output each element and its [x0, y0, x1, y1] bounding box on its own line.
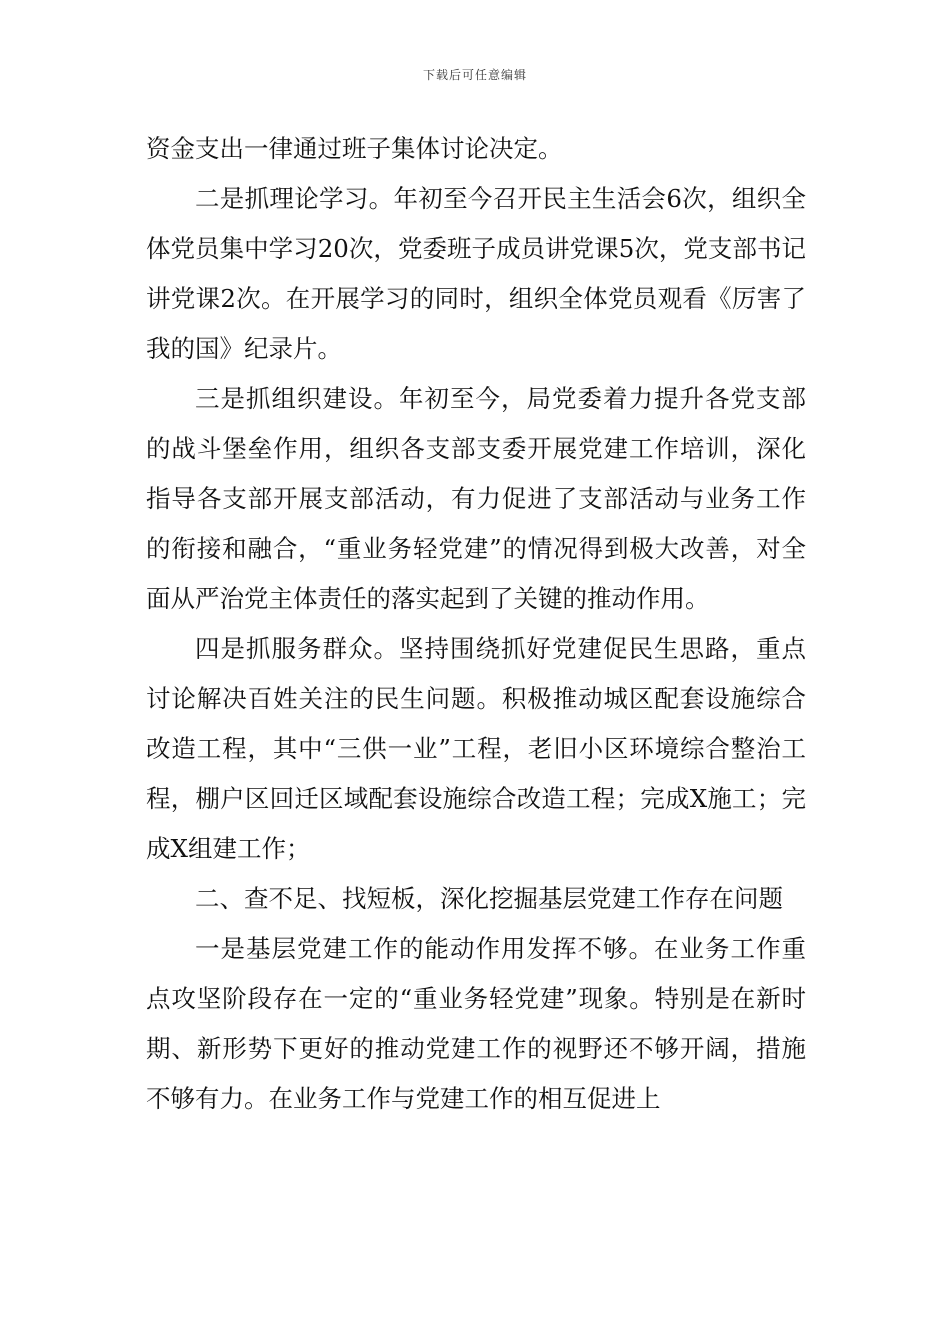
paragraph-problem-one: 一是基层党建工作的能动作用发挥不够。在业务工作重点攻坚阶段存在一定的“重业务轻党建”现象。特别是在新时期、新形势下更好的推动党建工作的视野还不够开阔，措施不够有力。在业务工作与党建工作的相互促进上	[146, 934, 806, 1113]
paragraph-theory-study: 二是抓理论学习。年初至今召开民主生活会6次，组织全体党员集中学习20次，党委班子成员讲党课5次，党支部书记讲党课2次。在开展学习的同时，组织全体党员观看《厉害了我的国》纪录片。	[146, 184, 806, 363]
section-heading-shortcomings: 二、查不足、找短板，深化挖掘基层党建工作存在问题	[195, 884, 783, 913]
page-header: 下载后可任意编辑	[422, 68, 527, 82]
paragraph-serving-public: 四是抓服务群众。坚持围绕抓好党建促民生思路，重点讨论解决百姓关注的民生问题。积极推动城区配套设施综合改造工程，其中“三供一业”工程，老旧小区环境综合整治工程，棚户区回迁区域配套设施综合改造工程；完成X施工；完成X组建工作；	[146, 634, 806, 863]
document-body	[146, 124, 806, 1124]
paragraph-continued: 资金支出一律通过班子集体讨论决定。	[146, 134, 563, 163]
paragraph-organization-building: 三是抓组织建设。年初至今，局党委着力提升各党支部的战斗堡垒作用，组织各支部支委开展党建工作培训，深化指导各支部开展支部活动，有力促进了支部活动与业务工作的衔接和融合，“重业务轻党建”的情况得到极大改善，对全面从严治党主体责任的落实起到了关键的推动作用。	[146, 384, 806, 613]
